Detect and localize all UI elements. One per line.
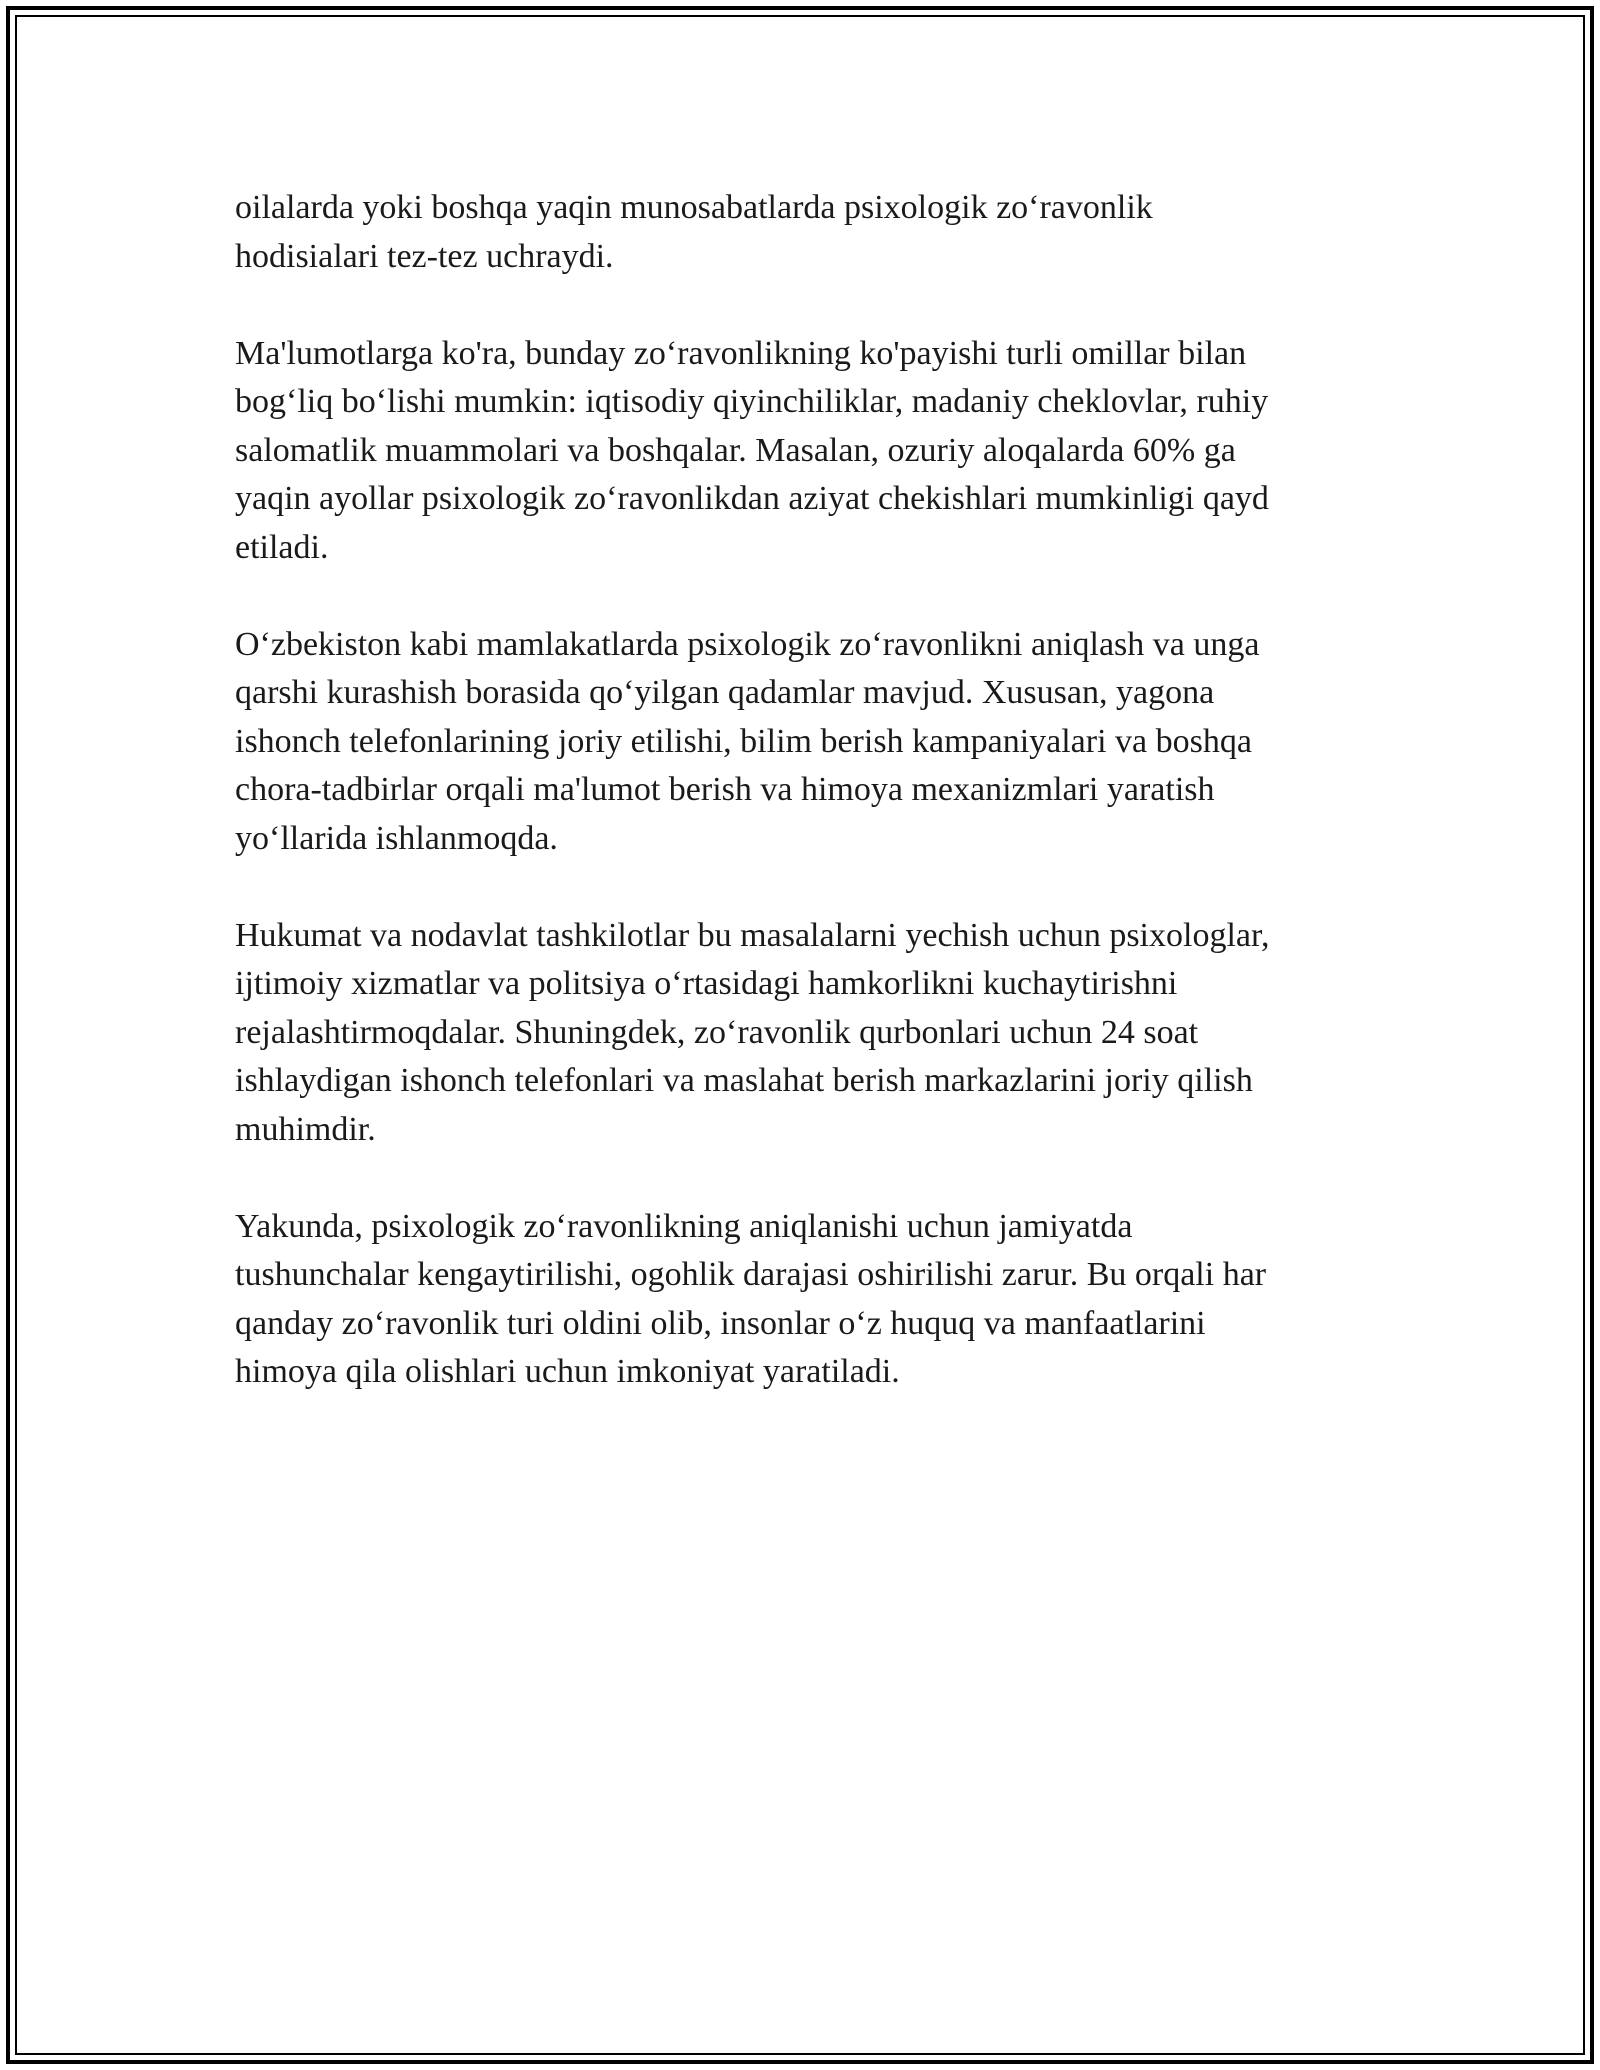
paragraph-5: Yakunda, psixologik zo‘ravonlikning aniqlanishi uchun jamiyatda tushunchalar kengaytirilishi, ogohlik darajasi oshirilishi zarur. Bu orqali har qanday zo‘ravonlik turi oldini olib, insonlar o‘z huquq va manfaatlarini himoya qila olishlari uchun imkoniyat yaratiladi. [235,1207,1267,1390]
document-body [235,184,1365,1445]
paragraph-3: O‘zbekiston kabi mamlakatlarda psixologik zo‘ravonlikni aniqlash va unga qarshi kurashish borasida qo‘yilgan qadamlar mavjud. Xususan, yagona ishonch telefonlarining joriy etilishi, bilim berish kampaniyalari va boshqa chora-tadbirlar orqali ma'lumot berish va himoya mexanizmlari yaratish yo‘llarida ishlanmoqda. [235,625,1260,857]
paragraph-4: Hukumat va nodavlat tashkilotlar bu masalalarni yechish uchun psixologlar, ijtimoiy xizmatlar va politsiya o‘rtasidagi hamkorlikni kuchaytirishni rejalashtirmoqdalar. Shuningdek, zo‘ravonlik qurbonlari uchun 24 soat ishlaydigan ishonch telefonlari va maslahat berish markazlarini joriy qilish muhimdir. [235,916,1270,1148]
paragraph-1: oilalarda yoki boshqa yaqin munosabatlarda psixologik zo‘ravonlik hodisialari tez-tez uchraydi. [235,189,1153,275]
paragraph-2: Ma'lumotlarga ko'ra, bunday zo‘ravonlikning ko'payishi turli omillar bilan bog‘liq bo‘lishi mumkin: iqtisodiy qiyinchiliklar, madaniy cheklovlar, ruhiy salomatlik muammolari va boshqalar. Masalan, ozuriy aloqalarda 60% ga yaqin ayollar psixologik zo‘ravonlikdan aziyat chekishlari mumkinligi qayd etiladi. [235,334,1269,566]
